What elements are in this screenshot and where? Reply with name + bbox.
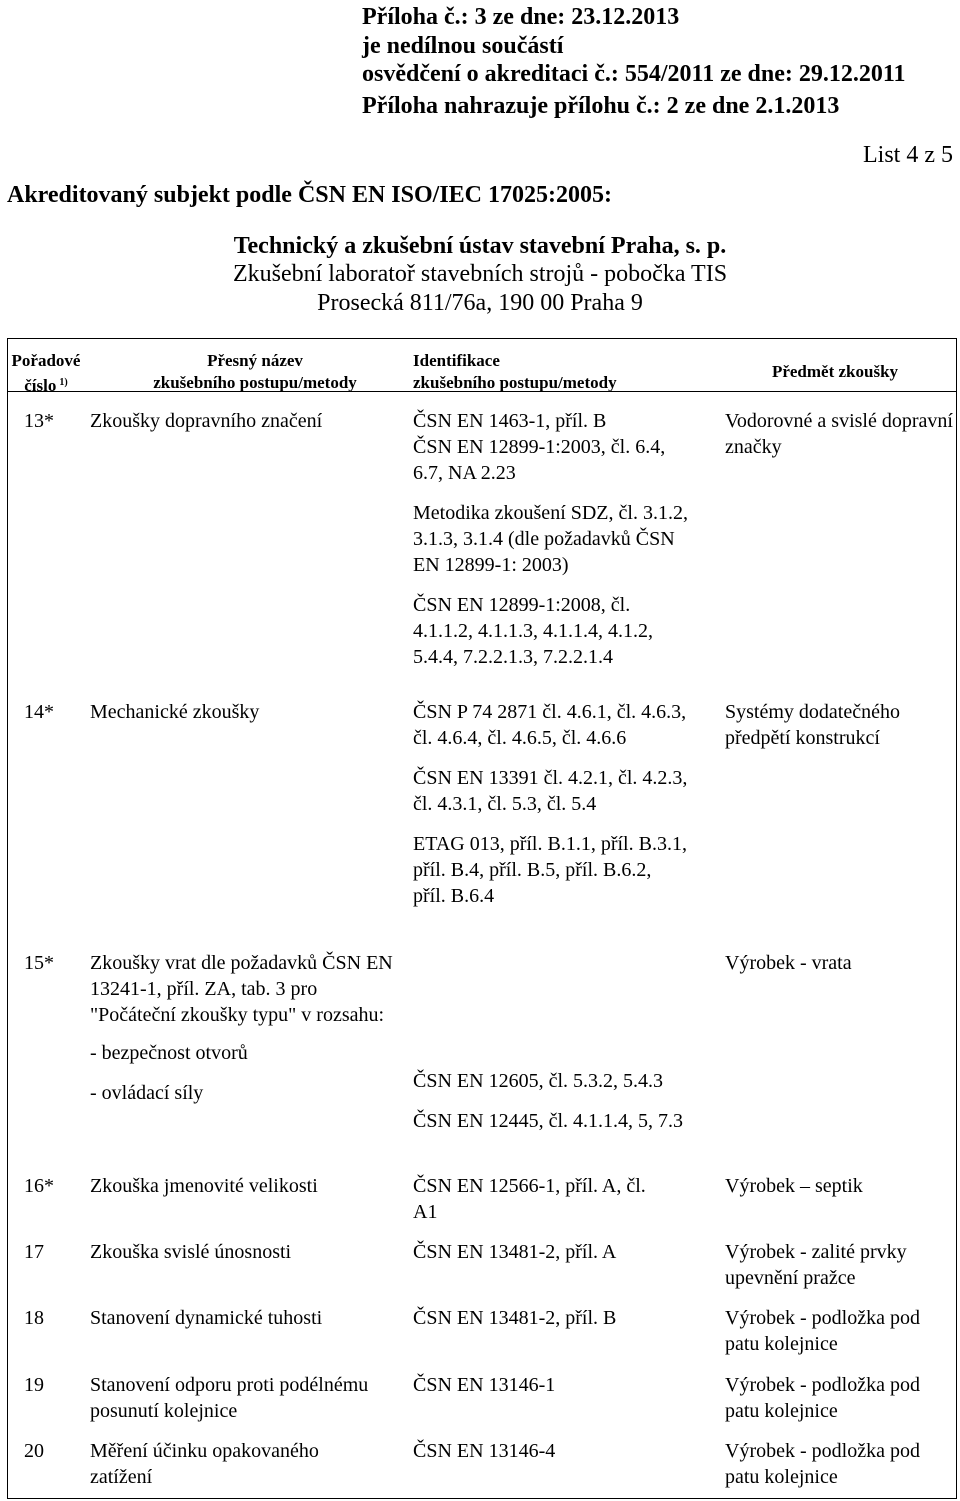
method-identification: [413, 408, 688, 670]
test-subject: Výrobek - zalité prvky upevnění pražce: [725, 1241, 907, 1289]
row-number: 17: [24, 1241, 44, 1263]
method-name: [90, 1372, 380, 1424]
method-id-line: ČSN EN 1463-1, příl. B: [413, 410, 607, 432]
method-name-text: Měření účinku opakovaného zatížení: [90, 1440, 319, 1488]
test-subject: Výrobek - podložka pod patu kolejnice: [725, 1440, 920, 1488]
column-header-method-id-line2: zkušebního postupu/metody: [413, 373, 617, 392]
row-number: 14*: [24, 701, 54, 723]
method-id-line: ČSN EN 13481-2, příl. A: [413, 1241, 617, 1263]
replaces-attachment: Příloha nahrazuje přílohu č.: 2 ze dne 2.1.2013: [362, 93, 840, 119]
method-id-line: ČSN EN 13146-1: [413, 1374, 556, 1396]
method-id-line: ČSN P 74 2871 čl. 4.6.1, čl. 4.6.3, čl. 4.6.4, čl. 4.6.5, čl. 4.6.6: [413, 701, 687, 749]
method-name-text: Zkoušky dopravního značení: [90, 410, 323, 432]
accreditation-certificate: osvědčení o akreditaci č.: 554/2011 ze dne: 29.12.2011: [362, 61, 906, 87]
method-id-line: ČSN EN 13481-2, příl. B: [413, 1307, 617, 1329]
laboratory-address: Prosecká 811/76a, 190 00 Praha 9: [317, 290, 643, 316]
method-name: [90, 950, 405, 1106]
test-subject: Vodorovné a svislé dopravní značky: [725, 410, 953, 458]
attachment-number: Příloha č.: 3 ze dne: 23.12.2013: [362, 4, 680, 30]
method-identification: [413, 699, 688, 909]
column-header-method-name: [125, 350, 385, 394]
method-id-line: ČSN EN 12605, čl. 5.3.2, 5.4.3: [413, 1070, 663, 1092]
method-id-line: ČSN EN 12566-1, příl. A, čl. A1: [413, 1175, 646, 1223]
column-header-method-id: [413, 350, 703, 394]
method-id-line: Metodika zkoušení SDZ, čl. 3.1.2, 3.1.3, 3.1.4 (dle požadavků ČSN EN 12899-1: 2003): [413, 502, 688, 576]
method-id-line: ČSN EN 12445, čl. 4.1.1.4, 5, 7.3: [413, 1110, 683, 1132]
method-name-text: - ovládací síly: [90, 1082, 204, 1104]
integral-part-note: je nedílnou součástí: [362, 33, 564, 59]
method-id-line: ČSN EN 12899-1:2008, čl. 4.1.1.2, 4.1.1.3, 4.1.1.4, 4.1.2, 5.4.4, 7.2.2.1.3, 7.2.2.1.4: [413, 594, 653, 668]
column-header-order-line1: Pořadové: [11, 351, 81, 370]
column-header-method-name-line2: zkušebního postupu/metody: [153, 373, 357, 392]
test-subject: Výrobek - podložka pod patu kolejnice: [725, 1307, 920, 1355]
method-name: [90, 1305, 405, 1331]
row-number: 15*: [24, 952, 54, 974]
method-name-text: Zkouška jmenovité velikosti: [90, 1175, 318, 1197]
method-name-text: Zkouška svislé únosnosti: [90, 1241, 292, 1263]
row-number: 20: [24, 1440, 44, 1462]
footnote-marker: 1): [59, 377, 68, 388]
laboratory-name: Zkušební laboratoř stavebních strojů - pobočka TIS: [232, 261, 728, 287]
page-counter: List 4 z 5: [863, 142, 953, 168]
method-id-line: ETAG 013, příl. B.1.1, příl. B.3.1, příl. B.4, příl. B.5, příl. B.6.2, příl. B.6.4: [413, 833, 687, 907]
column-header-method-name-line1: Přesný název: [207, 351, 303, 370]
accredited-subject: Akreditovaný subjekt podle ČSN EN ISO/IEC 17025:2005:: [7, 182, 612, 208]
method-name-text: Zkoušky vrat dle požadavků ČSN EN 13241-1, příl. ZA, tab. 3 pro "Počáteční zkoušky typu" v rozsahu:: [90, 952, 393, 1026]
method-name-text: Stanovení dynamické tuhosti: [90, 1307, 323, 1329]
column-header-method-id-line1: Identifikace: [413, 351, 500, 370]
row-number: 19: [24, 1374, 44, 1396]
institute-name: Technický a zkušební ústav stavební Praha, s. p.: [233, 233, 727, 259]
column-header-subject: Předmět zkoušky: [771, 362, 899, 381]
method-identification: [413, 1239, 713, 1265]
method-name-text: Mechanické zkoušky: [90, 701, 260, 723]
method-identification: [413, 1305, 713, 1331]
method-identification: [413, 1068, 713, 1134]
method-id-line: ČSN EN 13146-4: [413, 1440, 556, 1462]
row-number: 13*: [24, 410, 54, 432]
method-id-line: ČSN EN 13391 čl. 4.2.1, čl. 4.2.3, čl. 4.3.1, čl. 5.3, čl. 5.4: [413, 767, 688, 815]
test-subject: Systémy dodatečného předpětí konstrukcí: [725, 701, 900, 749]
method-name: [90, 408, 405, 434]
method-name: [90, 1173, 405, 1199]
test-subject: Výrobek – septik: [725, 1175, 863, 1197]
test-subject: Výrobek - vrata: [725, 952, 852, 974]
method-name: [90, 699, 405, 725]
method-name: [90, 1239, 405, 1265]
row-number: 16*: [24, 1175, 54, 1197]
method-identification: [413, 1173, 673, 1225]
method-name: [90, 1438, 380, 1490]
column-header-order-line2: číslo: [24, 376, 57, 395]
method-id-line: ČSN EN 12899-1:2003, čl. 6.4, 6.7, NA 2.23: [413, 436, 666, 484]
method-name-text: - bezpečnost otvorů: [90, 1042, 248, 1064]
method-identification: [413, 1438, 713, 1464]
column-header-order: [10, 350, 82, 397]
test-subject: Výrobek - podložka pod patu kolejnice: [725, 1374, 920, 1422]
method-name-text: Stanovení odporu proti podélnému posunutí kolejnice: [90, 1374, 369, 1422]
method-identification: [413, 1372, 713, 1398]
row-number: 18: [24, 1307, 44, 1329]
